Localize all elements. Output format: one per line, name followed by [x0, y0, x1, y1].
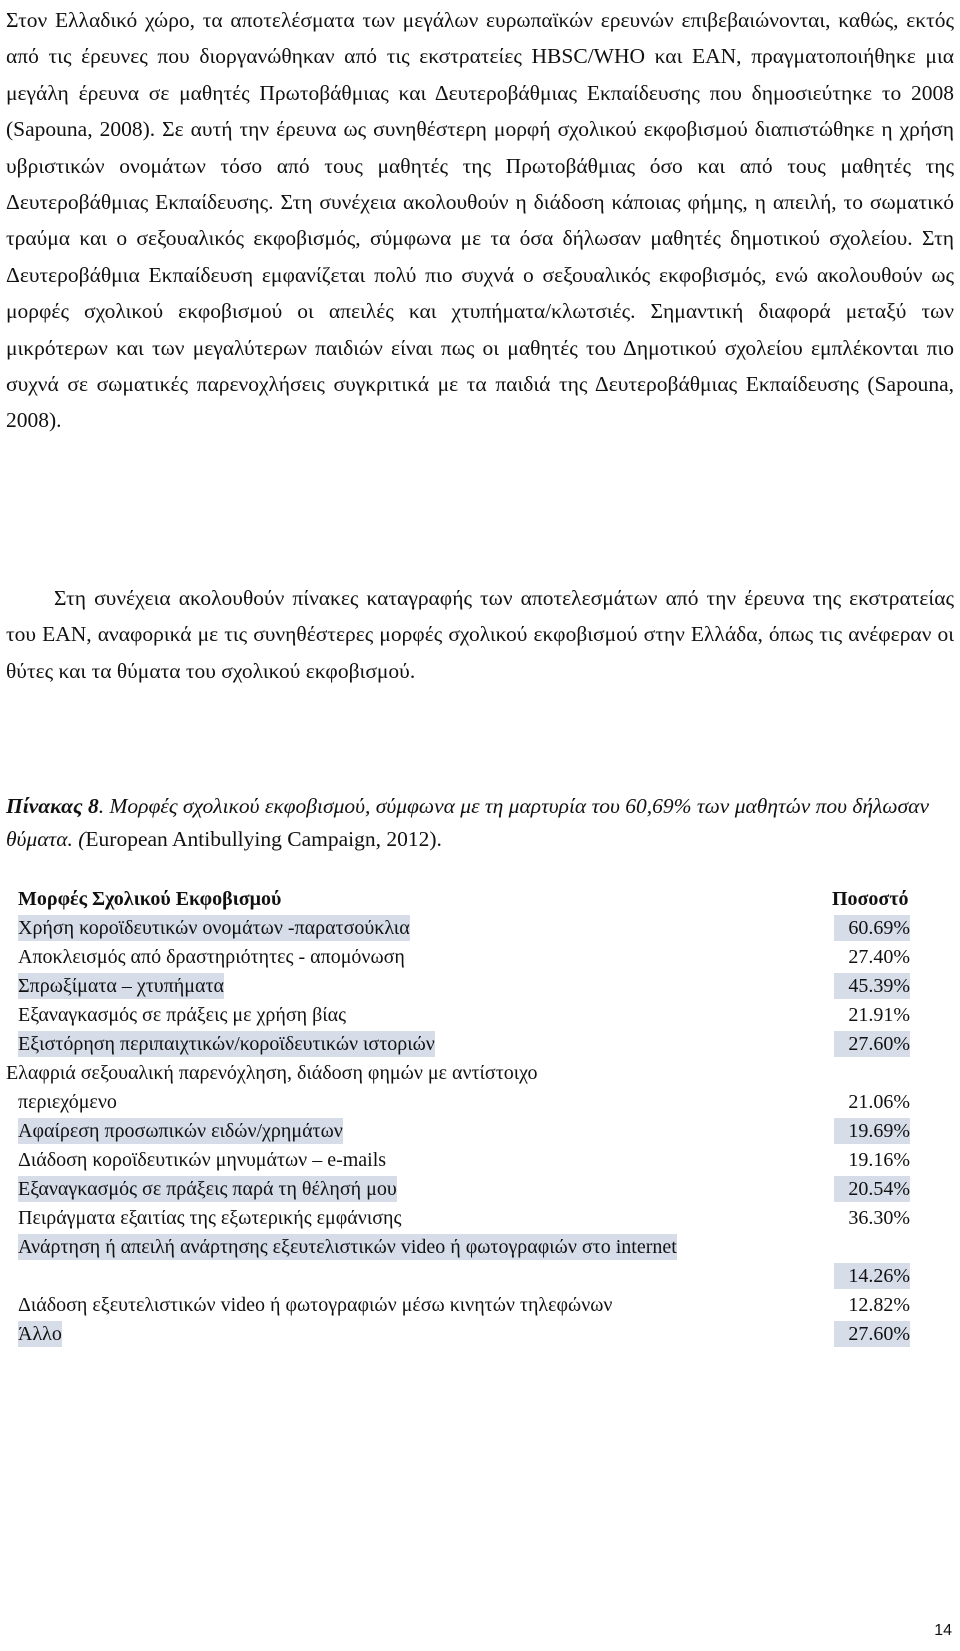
row-label-line-1: Ελαφριά σεξουαλική παρενόχληση, διάδοση φημών με αντίστοιχο	[6, 1062, 538, 1084]
table-row	[0, 1030, 960, 1059]
body-paragraph-2: Στη συνέχεια ακολουθούν πίνακες καταγραφής των αποτελεσμάτων από την έρευνα της εκστρατείας του EAN, αναφορικά με τις συνηθέστερες μορφές σχολικού εκφοβισμού στην Ελλάδα, όπως τις ανέφεραν οι θύτες και τα θύματα του σχολικού εκφοβισμού.	[6, 586, 954, 683]
table-row	[0, 1001, 960, 1030]
row-value: 27.60%	[834, 1031, 910, 1057]
table-caption-text: . Μορφές σχολικού εκφοβισμού, σύμφωνα με τη μαρτυρία του 60,69% των μαθητών που δήλωσαν θύματα. (	[6, 794, 929, 851]
row-label: Ανάρτηση ή απειλή ανάρτησης εξευτελιστικών video ή φωτογραφιών στο internet	[18, 1236, 677, 1258]
row-value: 45.39%	[834, 973, 910, 999]
row-label: Εξιστόρηση περιπαιχτικών/κοροϊδευτικών ιστοριών	[18, 1033, 435, 1055]
row-value: 60.69%	[834, 915, 910, 941]
table-row	[0, 1175, 960, 1204]
row-label: Εξαναγκασμός σε πράξεις παρά τη θέλησή μου	[18, 1178, 397, 1200]
row-label: Σπρωξίματα – χτυπήματα	[18, 975, 224, 997]
table-row	[0, 914, 960, 943]
table-row	[0, 1146, 960, 1175]
row-value: 21.06%	[848, 1091, 910, 1113]
row-label: Διάδοση κοροϊδευτικών μηνυμάτων – e-mails	[18, 1149, 387, 1171]
table-row	[0, 1204, 960, 1233]
body-paragraph-1: Στον Ελλαδικό χώρο, τα αποτελέσματα των μεγάλων ευρωπαϊκών ερευνών επιβεβαιώνονται, καθώς, εκτός από τις έρευνες που διοργανώθηκαν από τις εκστρατείες HBSC/WHO και EAN, πραγματοποιήθηκε μια μεγάλη έρευνα σε μαθητές Πρωτοβάθμιας και Δευτεροβάθμιας Εκπαίδευσης που δημοσιεύτηκε το 2008 (Sapouna, 2008). Σε αυτή την έρευνα ως συνηθέστερη μορφή σχολικού εκφοβισμού διαπιστώθηκε η χρήση υβριστικών ονομάτων τόσο από τους μαθητές της Πρωτοβάθμιας όσο και από τους μαθητές της Δευτεροβάθμιας Εκπαίδευσης. Στη συνέχεια ακολουθούν η διάδοση κάποιας φήμης, η απειλή, το σωματικό τραύμα και ο σεξουαλικός εκφοβισμός, σύμφωνα με τα όσα δήλωσαν μαθητές δημοτικού σχολείου. Στη Δευτεροβάθμια Εκπαίδευση εμφανίζεται πολύ πιο συχνά ο σεξουαλικός εκφοβισμός, ενώ ακολουθούν ως μορφές σχολικού εκφοβισμού οι απειλές και χτυπήματα/κλωτσιές. Σημαντική διαφορά μεταξύ των μικρότερων και των μεγαλύτερων παιδιών είναι πως οι μαθητές του Δημοτικού σχολείου εμπλέκονται πιο συχνά σε σωματικές παρενοχλήσεις συγκριτικά με τα παιδιά της Δευτεροβάθμιας Εκπαίδευσης (Sapouna, 2008).	[6, 8, 954, 433]
table-row	[0, 1059, 960, 1117]
table-header-label: Μορφές Σχολικού Εκφοβισμού	[18, 888, 282, 910]
row-value: 27.40%	[848, 946, 910, 968]
row-label: Αφαίρεση προσωπικών ειδών/χρημάτων	[18, 1120, 343, 1142]
row-label: Άλλο	[18, 1323, 62, 1345]
table-caption-source: European Antibullying Campaign, 2012).	[85, 827, 442, 851]
table-header-row	[0, 885, 960, 914]
table-row	[0, 1291, 960, 1320]
row-label: Πειράγματα εξαιτίας της εξωτερικής εμφάνισης	[18, 1207, 402, 1229]
table-row	[0, 943, 960, 972]
table-row	[0, 972, 960, 1001]
row-label: Διάδοση εξευτελιστικών video ή φωτογραφιών μέσω κινητών τηλεφώνων	[18, 1294, 613, 1316]
row-value: 27.60%	[834, 1321, 910, 1347]
row-label: Αποκλεισμός από δραστηριότητες - απομόνωση	[18, 946, 405, 968]
table-row	[0, 1233, 960, 1291]
row-value: 19.16%	[848, 1149, 910, 1171]
row-value: 12.82%	[848, 1294, 910, 1316]
bullying-forms-table	[0, 885, 960, 1349]
table-caption-label: Πίνακας 8	[6, 794, 99, 818]
row-label: Εξαναγκασμός σε πράξεις με χρήση βίας	[18, 1004, 347, 1026]
row-value: 19.69%	[834, 1118, 910, 1144]
table-row	[0, 1320, 960, 1349]
row-value: 36.30%	[848, 1207, 910, 1229]
table-caption	[6, 790, 954, 856]
row-label: Χρήση κοροϊδευτικών ονομάτων -παρατσούκλια	[18, 917, 410, 939]
row-label-line-2: περιεχόμενο	[18, 1091, 117, 1113]
page-number: 14	[934, 1622, 952, 1639]
row-value: 20.54%	[834, 1176, 910, 1202]
table-header-value: Ποσοστό	[832, 888, 909, 910]
row-value: 21.91%	[848, 1004, 910, 1026]
row-value: 14.26%	[834, 1263, 910, 1289]
table-row	[0, 1117, 960, 1146]
